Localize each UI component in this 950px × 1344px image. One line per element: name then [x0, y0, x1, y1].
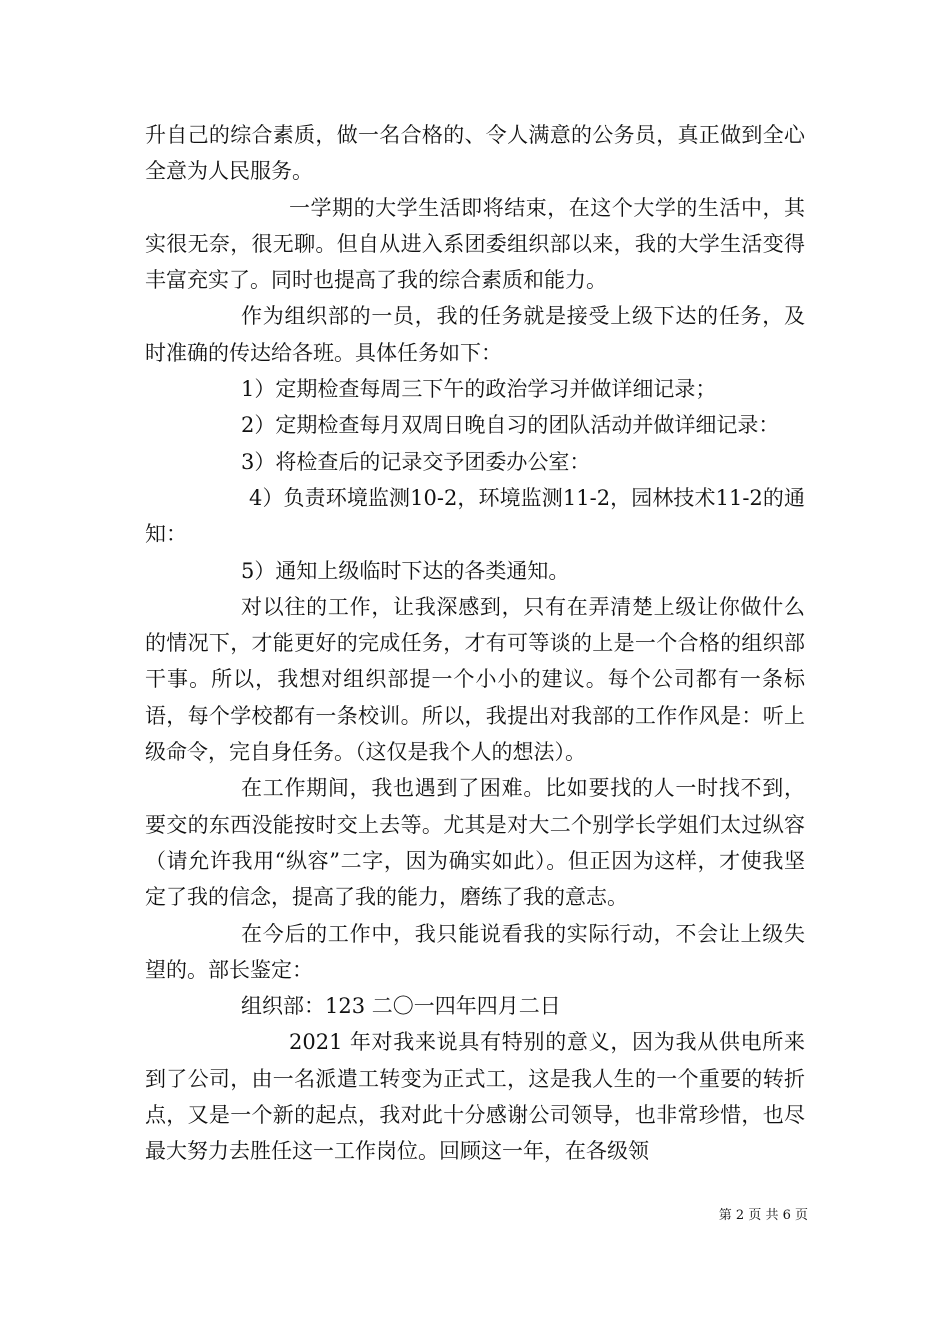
list-item-task-4: 4）负责环境监测10-2，环境监测11-2，园林技术11-2的通知： [145, 485, 805, 547]
body-text [145, 117, 805, 1170]
paragraph-semester-intro: 一学期的大学生活即将结束，在这个大学的生活中，其实很无奈，很无聊。但自从进入系团委组织部以来，我的大学生活变得丰富充实了。同时也提高了我的综合素质和能力。 [145, 195, 805, 293]
list-item-task-1: 1）定期检查每周三下午的政治学习并做详细记录； [241, 377, 717, 402]
paragraph-2021: 2021 年对我来说具有特别的意义，因为我从供电所来到了公司，由一名派遣工转变为正式工，这是我人生的一个重要的转折点，又是一个新的起点，我对此十分感谢公司领导，也非常珍惜，也尽最大努力去胜任这一工作岗位。回顾这一年，在各级领 [145, 1030, 805, 1164]
paragraph-difficulties: 在工作期间，我也遇到了困难。比如要找的人一时找不到，要交的东西没能按时交上去等。尤其是对大二个别学长学姐们太过纵容（请允许我用“纵容”二字，因为确实如此）。但正因为这样，才使我坚定了我的信念，提高了我的能力，磨练了我的意志。 [145, 776, 805, 910]
list-item-task-2: 2）定期检查每月双周日晚自习的团队活动并做详细记录： [241, 413, 780, 438]
list-item-task-3: 3）将检查后的记录交予团委办公室： [241, 449, 591, 474]
paragraph-future: 在今后的工作中，我只能说看我的实际行动，不会让上级失望的。部长鉴定： [145, 921, 805, 982]
signature-line: 组织部：123 二〇一四年四月二日 [241, 994, 561, 1019]
page-number-footer: 第 2 页 共 6 页 [718, 1208, 808, 1223]
paragraph-duties-intro: 作为组织部的一员，我的任务就是接受上级下达的任务，及时准确的传达给各班。具体任务如下： [145, 304, 805, 365]
list-item-task-5: 5）通知上级临时下达的各类通知。 [241, 558, 570, 583]
paragraph-reflection: 对以往的工作，让我深感到，只有在弄清楚上级让你做什么的情况下，才能更好的完成任务，才有可等谈的上是一个合格的组织部干事。所以，我想对组织部提一个小小的建议。每个公司都有一条标语，每个学校都有一条校训。所以，我提出对我部的工作作风是：听上级命令，完自身任务。（这仅是我个人的想法）。 [145, 594, 805, 765]
paragraph-continuation: 升自己的综合素质，做一名合格的、令人满意的公务员，真正做到全心全意为人民服务。 [145, 123, 805, 184]
